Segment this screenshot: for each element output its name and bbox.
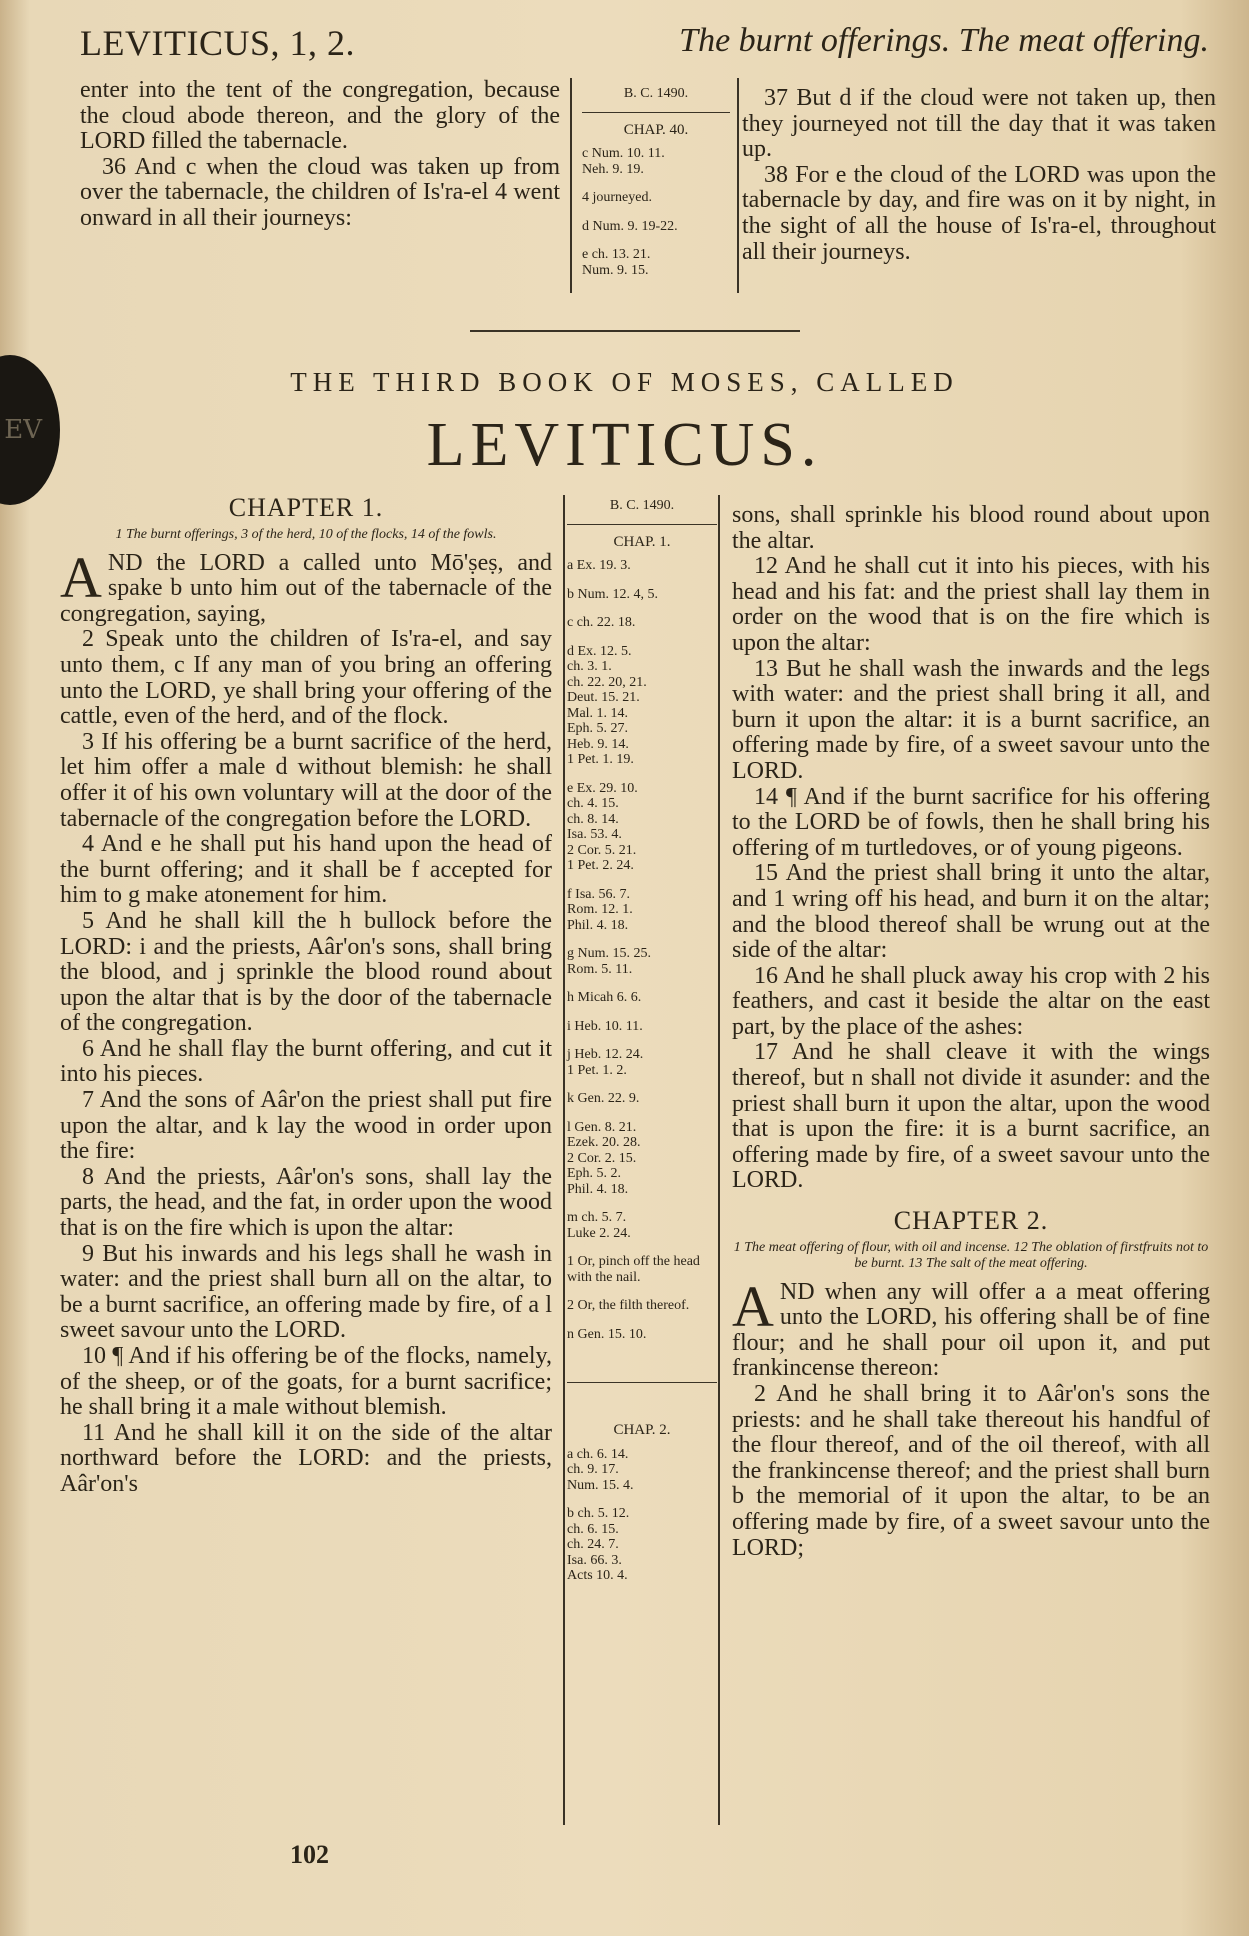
divider [567, 524, 717, 525]
left-column [60, 495, 552, 1498]
verse-text: 10 ¶ And if his offering be of the flocks, namely, of the sheep, or of the goats, for a burnt sacrifice; he shall bring it a male without blemish. [60, 1343, 552, 1421]
verse-text: 37 But d if the cloud were not taken up, then they journeyed not till the day that it was taken up. [742, 85, 1216, 163]
verse-text: 2 And he shall bring it to Aâr'on's sons the priests: and he shall take thereout his handful of the flour thereof, and of the oil thereof, with all the frankincense thereof; and the priest shall burn b the memorial of it upon the altar, to be an offering made by fire, of a sweet savour unto the LORD; [732, 1381, 1210, 1561]
cross-reference: e ch. 13. 21. Num. 9. 15. [582, 247, 651, 278]
verse-text: 6 And he shall flay the burnt offering, and cut it into his pieces. [60, 1035, 552, 1088]
verse-text: 2 Speak unto the children of Is'ra-el, and say unto them, c If any man of you bring an offering unto the LORD, ye shall bring your offering of the cattle, even of the herd, and of the flock. [60, 626, 552, 730]
verse-text: 11 And he shall kill it on the side of the altar northward before the LORD: and the priests, Aâr'on's [60, 1419, 552, 1497]
first-verse [60, 544, 552, 628]
cross-reference: c Num. 10. 11. Neh. 9. 19. [582, 146, 665, 177]
cross-reference: d Num. 9. 19-22. [582, 218, 678, 234]
thumb-index-tab[interactable]: EV [0, 355, 60, 505]
verse-text: 8 And the priests, Aâr'on's sons, shall lay the parts, the head, and the fat, in order upon the wood that is on the fire which is upon the altar: [60, 1163, 552, 1242]
cross-reference: b ch. 5. 12. ch. 6. 15. ch. 24. 7. Isa. 66. 3. Acts 10. 4. [567, 1506, 630, 1583]
chapter-summary: 1 The burnt offerings, 3 of the herd, 10 of the flocks, 14 of the fowls. [115, 526, 497, 542]
margin-references [567, 498, 717, 1597]
date-note: B. C. 1490. [623, 86, 689, 101]
verse-text: enter into the tent of the congregation, because the cloud abode thereon, and the glory of the LORD filled the tabernacle. [80, 77, 560, 155]
column-divider [570, 78, 572, 293]
verse-text: 16 And he shall pluck away his crop with 2 his feathers, and cast it beside the altar on the east part, by the place of the ashes: [732, 962, 1210, 1040]
verse-text: ND the LORD a called unto Mō'ṣeṣ, and spake b unto him out of the tabernacle of the congregation, saying, [60, 549, 552, 627]
column-divider [718, 495, 720, 1825]
chapter-marker: CHAP. 2. [613, 1422, 671, 1438]
chapter-marker: CHAP. 40. [623, 121, 689, 138]
verse-text: sons, shall sprinkle his blood round about upon the altar. [732, 502, 1210, 554]
cross-reference: f Isa. 56. 7. Rom. 12. 1. Phil. 4. 18. [567, 886, 633, 933]
chapter-heading: CHAPTER 2. [893, 1206, 1049, 1236]
drop-cap: A [732, 1273, 774, 1339]
cross-reference: i Heb. 10. 11. [567, 1018, 643, 1034]
chapter-summary: 1 The meat offering of flour, with oil and incense. 12 The oblation of firstfruits not to be burnt. 13 The salt of the meat offering. [733, 1239, 1209, 1271]
cross-reference: h Micah 6. 6. [567, 990, 642, 1005]
cross-reference: m ch. 5. 7. Luke 2. 24. [567, 1210, 631, 1241]
cross-reference: j Heb. 12. 24. 1 Pet. 1. 2. [567, 1047, 644, 1078]
chapter-marker: CHAP. 1. [613, 533, 671, 550]
cross-reference: 4 journeyed. [582, 190, 652, 205]
cross-reference: a Ex. 19. 3. [567, 558, 631, 573]
marginal-note: 2 Or, the filth thereof. [567, 1298, 690, 1313]
verse-text: 15 And the priest shall bring it unto the altar, and 1 wring off his head, and burn it on the altar; and the blood thereof shall be wrung out at the side of the altar: [732, 860, 1210, 964]
verse-text: 7 And the sons of Aâr'on the priest shall put fire upon the altar, and k lay the wood in order upon the fire: [60, 1087, 552, 1165]
verse-text: 4 And e he shall put his hand upon the head of the burnt offering; and it shall be f accepted for him to g make atonement for him. [60, 831, 552, 909]
top-left-column [80, 78, 560, 232]
page-number: 102 [290, 1840, 329, 1869]
verse-text: 17 And he shall cleave it with the wings thereof, but n shall not divide it asunder: and the priest shall burn it upon the altar, upon the wood that is upon the fire: it is a burnt sacrifice, an offering made by fire, of a sweet savour unto the LORD. [732, 1039, 1210, 1194]
drop-cap: A [60, 544, 102, 610]
verse-text: 5 And he shall kill the h bullock before the LORD: i and the priests, Aâr'on's sons, shall bring the blood, and j sprinkle the blood round about upon the altar that is by the door of the tabernacle of the congregation. [60, 907, 552, 1037]
running-header-left: LEVITICUS, 1, 2. [80, 23, 355, 63]
cross-reference: a ch. 6. 14. ch. 9. 17. Num. 15. 4. [567, 1446, 634, 1493]
section-rule [470, 330, 800, 332]
verse-text: 9 But his inwards and his legs shall he wash in water: and the priest shall burn all on the altar, to be a burnt sacrifice, an offering made by fire, of a l sweet savour unto the LORD. [60, 1240, 552, 1344]
running-header-right: The burnt offerings. The meat offering. [679, 22, 1209, 59]
top-right-column [742, 86, 1216, 265]
book-subtitle: THE THIRD BOOK OF MOSES, CALLED [290, 367, 959, 397]
cross-reference: c ch. 22. 18. [567, 615, 636, 630]
cross-reference: e Ex. 29. 10. ch. 4. 15. ch. 8. 14. Isa. 53. 4. 2 Cor. 5. 21. 1 Pet. 2. 24. [567, 780, 638, 873]
verse-text: 3 If his offering be a burnt sacrifice of the herd, let him offer a male d without blemish: he shall offer it of his own voluntary will at the door of the tabernacle of the congregation before the LORD. [60, 728, 552, 832]
first-verse [732, 1273, 1210, 1382]
chapter-heading: CHAPTER 1. [228, 493, 384, 522]
divider [567, 1382, 717, 1383]
cross-reference: d Ex. 12. 5. ch. 3. 1. ch. 22. 20, 21. Deut. 15. 21. Mal. 1. 14. Eph. 5. 27. Heb. 9. 14. 1 Pet. 1. 19. [567, 643, 647, 767]
verse-text: 38 For e the cloud of the LORD was upon the tabernacle by day, and fire was on it by night, in the sight of all the house of Is'ra-el, throughout all their journeys. [742, 161, 1216, 265]
marginal-note: 1 Or, pinch off the head with the nail. [567, 1254, 700, 1285]
verse-text: 13 But he shall wash the inwards and the legs with water: and the priest shall bring it all, and burn it upon the altar: it is a burnt sacrifice, an offering made by fire, of a sweet savour unto the LORD. [732, 655, 1210, 784]
verse-text: 14 ¶ And if the burnt sacrifice for his offering to the LORD be of fowls, then he shall bring his offering of m turtledoves, or of young pigeons. [732, 783, 1210, 861]
verse-text: ND when any will offer a a meat offering unto the LORD, his offering shall be of fine flour; and he shall pour oil upon it, and put frankincense thereon: [732, 1278, 1210, 1382]
verse-text: 36 And c when the cloud was taken up from over the tabernacle, the children of Is'ra-el 4 went onward in all their journeys: [80, 153, 560, 231]
cross-reference: g Num. 15. 25. Rom. 5. 11. [567, 946, 651, 977]
cross-reference: l Gen. 8. 21. Ezek. 20. 28. 2 Cor. 2. 15. Eph. 5. 2. Phil. 4. 18. [567, 1119, 641, 1197]
column-divider [737, 78, 739, 293]
divider [582, 112, 730, 113]
book-title: LEVITICUS. [426, 411, 823, 479]
date-note: B. C. 1490. [609, 498, 675, 513]
top-margin-references [582, 86, 730, 291]
cross-reference: n Gen. 15. 10. [567, 1326, 647, 1342]
cross-reference: k Gen. 22. 9. [567, 1091, 640, 1106]
cross-reference: b Num. 12. 4, 5. [567, 586, 658, 602]
verse-text: 12 And he shall cut it into his pieces, with his head and his fat: and the priest shall lay them in order on the wood that is on the fire which is upon the altar: [732, 553, 1210, 656]
column-divider [563, 495, 565, 1825]
right-column [732, 503, 1210, 1561]
